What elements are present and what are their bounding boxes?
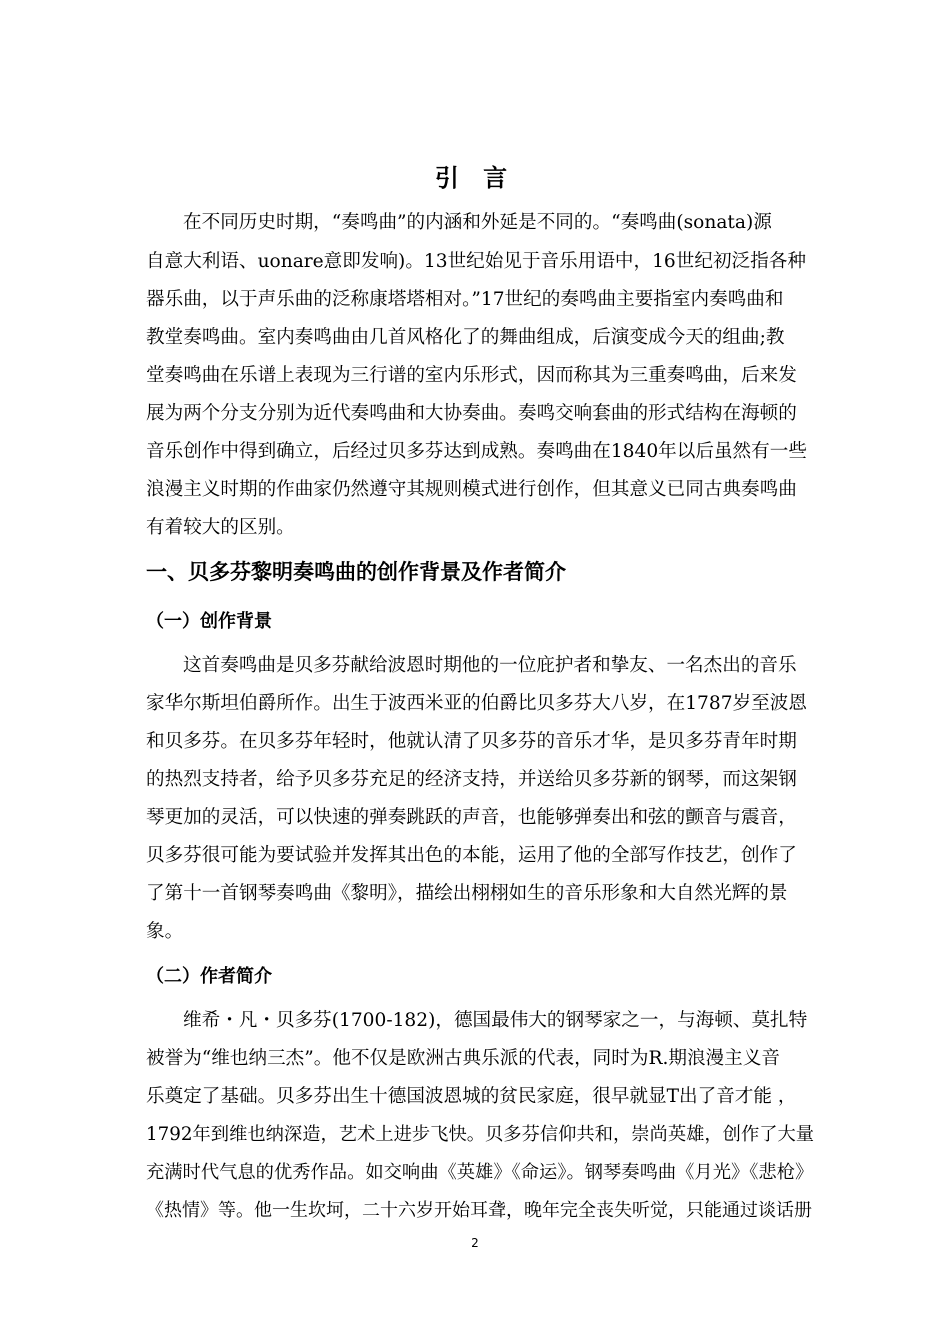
page-title: 引 言 [434, 164, 516, 192]
intro-line-3: 器乐曲，以于声乐曲的泛称康塔塔相对。”17世纪的奏鸣曲主要指室内奏鸣曲和 [146, 289, 784, 310]
background-line-3: 和贝多芬。在贝多芬年轻时，他就认清了贝多芬的音乐才华，是贝多芬青年时期 [146, 731, 797, 752]
background-line-4: 的热烈支持者，给予贝多芬充足的经济支持，并送给贝多芬新的钢琴，而这架钢 [146, 769, 797, 790]
intro-line-4: 教堂奏鸣曲。室内奏鸣曲由几首风格化了的舞曲组成，后演变成今天的组曲;教 [146, 327, 785, 348]
background-line-6: 贝多芬很可能为要试验并发挥其出色的本能，运用了他的全部写作技艺，创作了 [146, 845, 797, 866]
background-line-8: 象。 [146, 921, 184, 942]
subsection-heading-background: （一）创作背景 [146, 611, 272, 632]
background-line-1: 这首奏鸣曲是贝多芬献给波恩时期他的一位庇护者和挚友、一名杰出的音乐 [183, 655, 797, 676]
intro-line-5: 堂奏鸣曲在乐谱上表现为三行谱的室内乐形式，因而称其为三重奏鸣曲，后来发 [146, 365, 797, 386]
intro-line-9: 有着较大的区别。 [146, 517, 295, 538]
author-line-4: 1792年到维也纳深造，艺术上进步飞快。贝多芬信仰共和，崇尚英雄，创作了大量 [146, 1124, 815, 1145]
author-line-5: 充满时代气息的优秀作品。如交响曲《英雄》《命运》。钢琴奏鸣曲《月光》《悲枪》 [146, 1162, 814, 1183]
background-line-5: 琴更加的灵活，可以快速的弹奏跳跃的声音，也能够弹奏出和弦的颤音与震音， [146, 807, 797, 828]
intro-line-1: 在不同历史时期，“奏鸣曲”的内涵和外延是不同的。“奏鸣曲(sonata)源 [183, 212, 772, 233]
background-line-2: 家华尔斯坦伯爵所作。出生于波西米亚的伯爵比贝多芬大八岁，在1787岁至波恩 [146, 693, 807, 714]
author-line-2: 被誉为“维也纳三杰”。他不仅是欧洲古典乐派的代表，同时为R.期浪漫主义音 [146, 1048, 780, 1069]
background-line-7: 了第十一首钢琴奏鸣曲《黎明》，描绘出栩栩如生的音乐形象和大自然光辉的景 [146, 883, 788, 904]
intro-line-8: 浪漫主义时期的作曲家仍然遵守其规则模式进行创作，但其意义已同古典奏鸣曲 [146, 479, 797, 500]
author-line-1: 维希・凡・贝多芬(1700-182)，德国最伟大的钢琴家之一，与海顿、莫扎特 [183, 1010, 808, 1031]
author-line-3: 乐奠定了基础。贝多芬出生十德国波恩城的贫民家庭，很早就显T出了音才能 ， [146, 1086, 797, 1107]
section-heading: 一、贝多芬黎明奏鸣曲的创作背景及作者简介 [146, 560, 566, 584]
author-line-6: 《热情》等。他一生坎坷，二十六岁开始耳聋，晚年完全丧失听觉，只能通过谈话册 [146, 1200, 812, 1221]
subsection-heading-author: （二）作者简介 [146, 966, 272, 987]
intro-line-7: 音乐创作中得到确立，后经过贝多芬达到成熟。奏鸣曲在1840年以后虽然有一些 [146, 441, 807, 462]
intro-line-2: 自意大利语、uonare意即发响)。13世纪始见于音乐用语中，16世纪初泛指各种 [146, 251, 806, 272]
page-number: 2 [471, 1236, 479, 1250]
intro-line-6: 展为两个分支分别为近代奏鸣曲和大协奏曲。奏鸣交响套曲的形式结构在海顿的 [146, 403, 797, 424]
